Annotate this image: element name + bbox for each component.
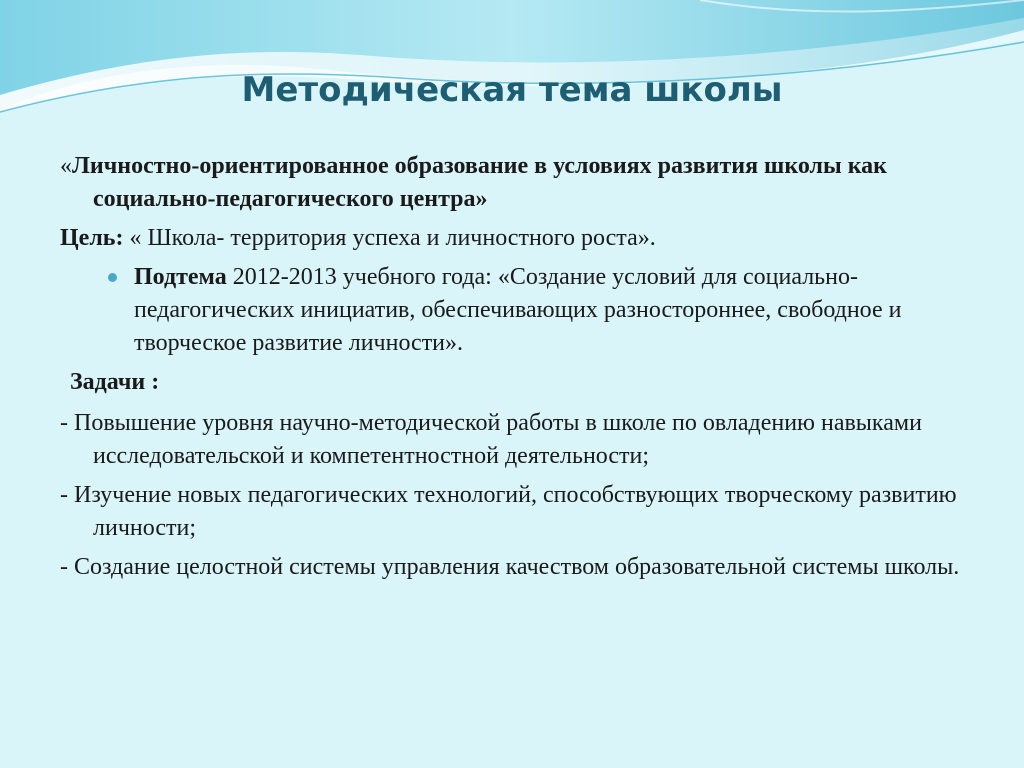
goal-label: Цель: — [60, 225, 124, 251]
bullet-icon — [108, 273, 117, 282]
slide-title: Методическая тема школы — [241, 70, 783, 110]
theme-text: Личностно-ориентированное образование в условиях развития школы как социально-педагогического центра — [72, 153, 888, 212]
close-quote: » — [475, 186, 488, 212]
theme-paragraph — [60, 150, 960, 216]
subtheme-label: Подтема — [134, 264, 227, 290]
subtheme-text: 2012-2013 учебного года: «Создание условий для социально- педагогических инициатив, обеспечивающих разностороннее, свободное и творческое развитие личности». — [134, 264, 902, 356]
goal-paragraph — [60, 222, 960, 255]
task-item: - Повышение уровня научно-методической работы в школе по овладению навыками исследовательской и компетентностной деятельности; — [60, 410, 922, 469]
task-item: - Изучение новых педагогических технологий, способствующих творческому развитию личности; — [60, 482, 957, 541]
tasks-heading: Задачи : — [70, 369, 160, 395]
slide-content — [60, 150, 960, 590]
open-quote: « — [60, 153, 72, 179]
subtheme-paragraph — [60, 261, 960, 360]
task-item: - Создание целостной системы управления качеством образовательной системы школы. — [60, 554, 960, 580]
goal-text: « Школа- территория успеха и личностного роста». — [123, 225, 656, 251]
